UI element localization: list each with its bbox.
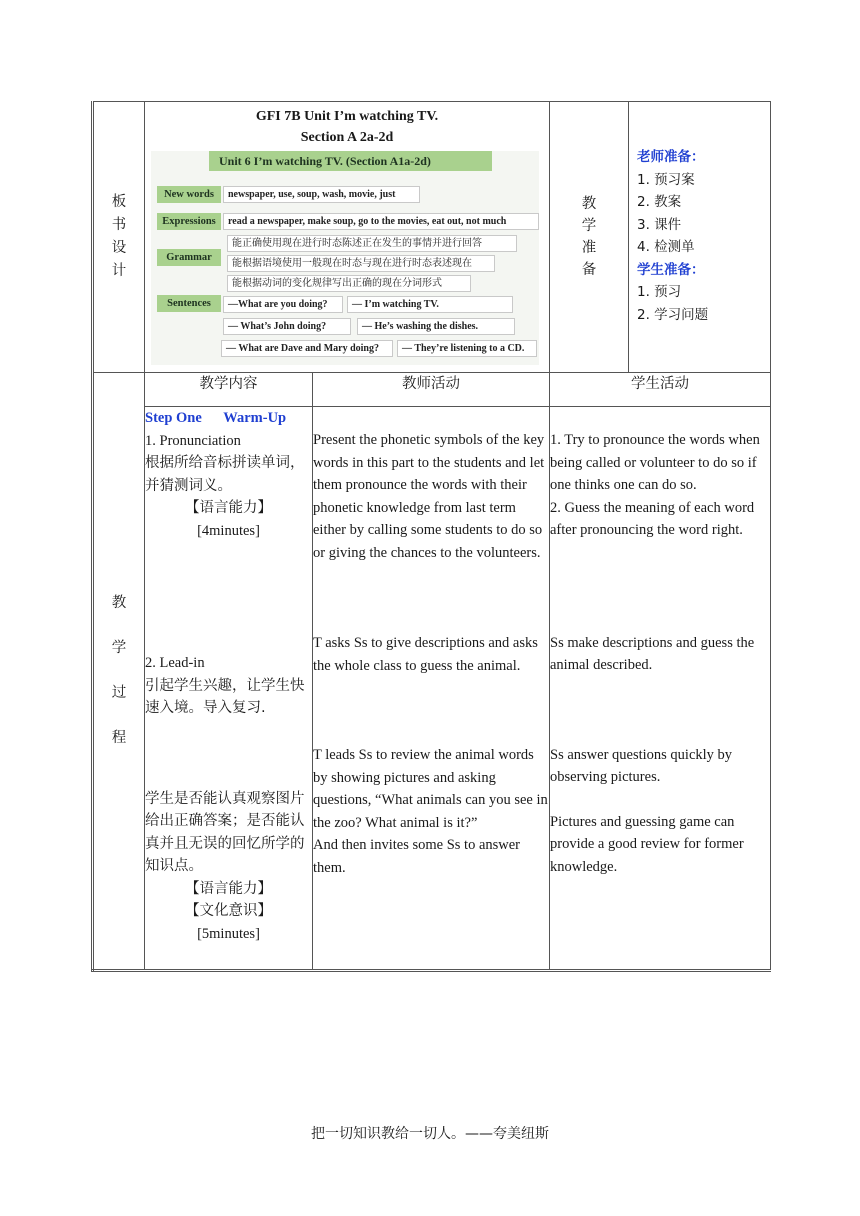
content-cell (145, 407, 313, 971)
sentence-box: — They’re listening to a CD. (397, 340, 537, 357)
side-char: 计 (111, 263, 127, 279)
teacher-activity: T asks Ss to give descriptions and asks the whole class to guess the animal. (313, 635, 538, 674)
board-title-line2: Section A 2a-2d (300, 130, 394, 145)
unit-title-bar: Unit 6 I’m watching TV. (Section A1a-2d) (209, 151, 492, 171)
grammar-line-1: 能正确使用现在进行时态陈述正在发生的事情并进行回答 (227, 235, 517, 252)
item-desc: 引起学生兴趣，让学生快速入境。导入复习. (145, 677, 305, 716)
side-char: 过 (111, 685, 127, 701)
side-char: 教 (111, 595, 127, 611)
sentence-box: — He’s washing the dishes. (357, 318, 515, 335)
teacher-prep-item: 3. 课件 (637, 216, 682, 233)
footer-quote: 把一切知识教给一切人。——夸美纽斯 (311, 1126, 549, 1142)
student-prep-heading: 学生准备： (637, 261, 705, 278)
board-side-label (93, 102, 145, 373)
side-char: 板 (111, 194, 127, 210)
grammar-line-2: 能根据语境使用一般现在时态与现在进行时态表述现在 (227, 255, 495, 272)
ability-tag: 【语言能力】 (185, 500, 272, 516)
student-activity: Ss make descriptions and guess the animal described. (550, 634, 755, 673)
sentence-box: — What’s John doing? (223, 318, 351, 335)
lesson-plan-table (91, 101, 771, 972)
item-title: 1. Pronunciation (145, 432, 241, 449)
header-row (93, 373, 771, 407)
student-activity: 2. Guess the meaning of each word after pronouncing the word right. (550, 499, 755, 538)
header-teacher: 教师活动 (313, 373, 550, 407)
ability-tag: 【语言能力】 (185, 880, 272, 897)
ability-tag: 【文化意识】 (185, 903, 272, 919)
teacher-activity-cell (313, 407, 550, 971)
grammar-tag: Grammar (157, 249, 221, 266)
side-char: 备 (581, 262, 597, 278)
teacher-prep-item: 4. 检测单 (637, 239, 695, 255)
process-row (93, 407, 771, 971)
student-activity: Ss answer questions quickly by observing pictures. (550, 746, 733, 785)
teacher-activity: Present the phonetic symbols of the key words in this part to the students and let them pronounce the words with their phonetic knowledge from last term either by calling some students to do so or giving the chances to the volunteers. (313, 432, 545, 561)
side-char: 准 (581, 240, 597, 256)
board-row (93, 102, 771, 373)
side-char: 学 (581, 218, 597, 234)
board-design-image (151, 151, 539, 365)
time-tag: [4minutes] (197, 522, 260, 539)
item-desc: 学生是否能认真观察图片给出正确答案；是否能认真并且无误的回忆所学的知识点。 (145, 790, 305, 874)
sentence-box: — What are Dave and Mary doing? (221, 340, 393, 357)
sentences-tag: Sentences (157, 295, 221, 312)
student-activity: Pictures and guessing game can provide a good review for former knowledge. (550, 813, 744, 875)
student-activity: 1. Try to pronounce the words when being called or volunteer to do so if one thinks one can do so. (550, 432, 760, 493)
header-student: 学生活动 (550, 373, 771, 407)
student-activity-cell (550, 407, 771, 971)
board-title-line1: GFI 7B Unit I’m watching TV. (255, 109, 439, 124)
step-heading: Step One Warm-Up (145, 410, 287, 426)
process-side-label (93, 373, 145, 971)
board-title (145, 102, 549, 148)
new-words-box: newspaper, use, soup, wash, movie, just (223, 186, 420, 203)
prep-list (629, 102, 770, 326)
side-char: 设 (111, 240, 127, 256)
teacher-prep-item: 2. 教案 (637, 194, 682, 210)
student-prep-item: 1. 预习 (637, 284, 682, 300)
expressions-box: read a newspaper, make soup, go to the movies, eat out, not much (223, 213, 539, 230)
item-desc: 根据所给音标拼读单词，并猜测词义。 (145, 455, 305, 494)
expressions-tag: Expressions (157, 213, 221, 230)
time-tag: [5minutes] (197, 925, 260, 942)
teacher-prep-heading: 老师准备： (637, 149, 705, 165)
prep-side-label (550, 102, 629, 373)
side-char: 学 (111, 640, 127, 656)
header-content: 教学内容 (145, 373, 313, 407)
prep-cell (629, 102, 771, 373)
side-char: 书 (111, 217, 127, 233)
item-title: 2. Lead-in (145, 655, 205, 671)
teacher-activity: T leads Ss to review the animal words by showing pictures and asking questions, “What animals can you see in the zoo? What animal is it?” (313, 747, 548, 831)
sentence-box: — I’m watching TV. (347, 296, 513, 313)
teacher-prep-item: 1. 预习案 (637, 171, 695, 188)
board-design-cell (145, 102, 550, 373)
teacher-activity: And then invites some Ss to answer them. (313, 837, 521, 876)
side-char: 程 (111, 730, 127, 746)
student-prep-item: 2. 学习问题 (637, 306, 709, 323)
new-words-tag: New words (157, 186, 221, 203)
sentence-box: —What are you doing? (223, 296, 343, 313)
grammar-line-3: 能根据动词的变化规律写出正确的现在分词形式 (227, 275, 471, 292)
side-char: 教 (581, 196, 597, 212)
